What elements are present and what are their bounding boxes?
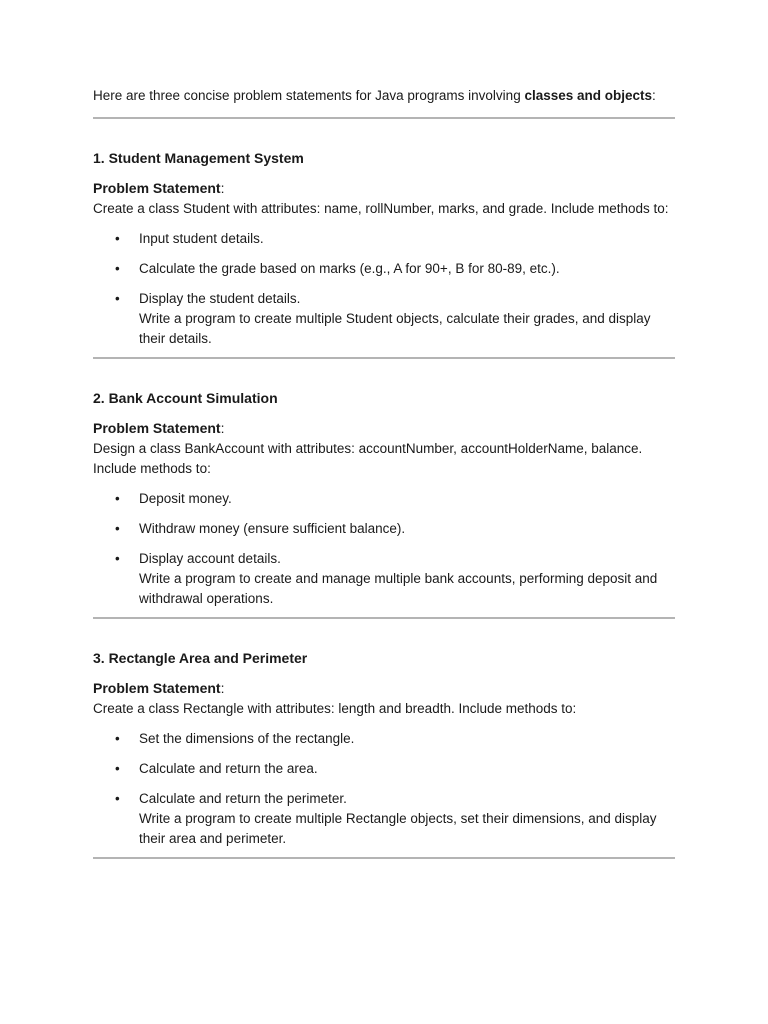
section-title: 3. Rectangle Area and Perimeter <box>93 650 308 666</box>
problem-statement-label: Problem Statement: <box>93 180 225 196</box>
bullet-icon: • <box>115 261 120 276</box>
bullet-icon: • <box>115 551 120 566</box>
divider <box>93 857 675 859</box>
problem-section-3 <box>93 619 675 857</box>
section-description: Design a class BankAccount with attributes: accountNumber, accountHolderName, balance. Include methods to: <box>93 441 643 476</box>
intro-paragraph <box>93 86 675 108</box>
intro-suffix: : <box>652 88 656 103</box>
bullet-icon: • <box>115 521 120 536</box>
list-item: • Input student details. <box>93 229 675 249</box>
closing-statement: Write a program to create and manage multiple bank accounts, performing deposit and withdrawal operations. <box>139 571 658 606</box>
list-item: • Display the student details. Write a program to create multiple Student objects, calculate their grades, and display their details. <box>93 289 675 349</box>
section-description: Create a class Student with attributes: name, rollNumber, marks, and grade. Include methods to: <box>93 201 669 216</box>
list-item: • Withdraw money (ensure sufficient balance). <box>93 519 675 539</box>
section-description: Create a class Rectangle with attributes: length and breadth. Include methods to: <box>93 701 577 716</box>
section-title: 1. Student Management System <box>93 150 304 166</box>
list-item: • Calculate and return the perimeter. Write a program to create multiple Rectangle objects, set their dimensions, and display their area and perimeter. <box>93 789 675 849</box>
problem-statement-label: Problem Statement: <box>93 420 225 436</box>
bullet-icon: • <box>115 291 120 306</box>
bullet-icon: • <box>115 761 120 776</box>
list-item: • Calculate and return the area. <box>93 759 675 779</box>
bullet-icon: • <box>115 231 120 246</box>
section-title: 2. Bank Account Simulation <box>93 390 278 406</box>
problem-section-1 <box>93 119 675 357</box>
bullet-icon: • <box>115 491 120 506</box>
closing-statement: Write a program to create multiple Student objects, calculate their grades, and display their details. <box>139 311 651 346</box>
intro-emphasis: classes and objects <box>524 88 653 103</box>
list-item: • Calculate the grade based on marks (e.g., A for 90+, B for 80-89, etc.). <box>93 259 675 279</box>
method-list <box>93 729 675 849</box>
bullet-icon: • <box>115 791 120 806</box>
list-item: • Deposit money. <box>93 489 675 509</box>
method-list <box>93 229 675 349</box>
intro-prefix: Here are three concise problem statements for Java programs involving <box>93 88 525 103</box>
problem-statement-label: Problem Statement: <box>93 680 225 696</box>
method-list <box>93 489 675 609</box>
document-page <box>93 86 675 859</box>
closing-statement: Write a program to create multiple Rectangle objects, set their dimensions, and display their area and perimeter. <box>139 811 657 846</box>
list-item: • Display account details. Write a program to create and manage multiple bank accounts, performing deposit and withdrawal operations. <box>93 549 675 609</box>
list-item: • Set the dimensions of the rectangle. <box>93 729 675 749</box>
bullet-icon: • <box>115 731 120 746</box>
problem-section-2 <box>93 359 675 617</box>
